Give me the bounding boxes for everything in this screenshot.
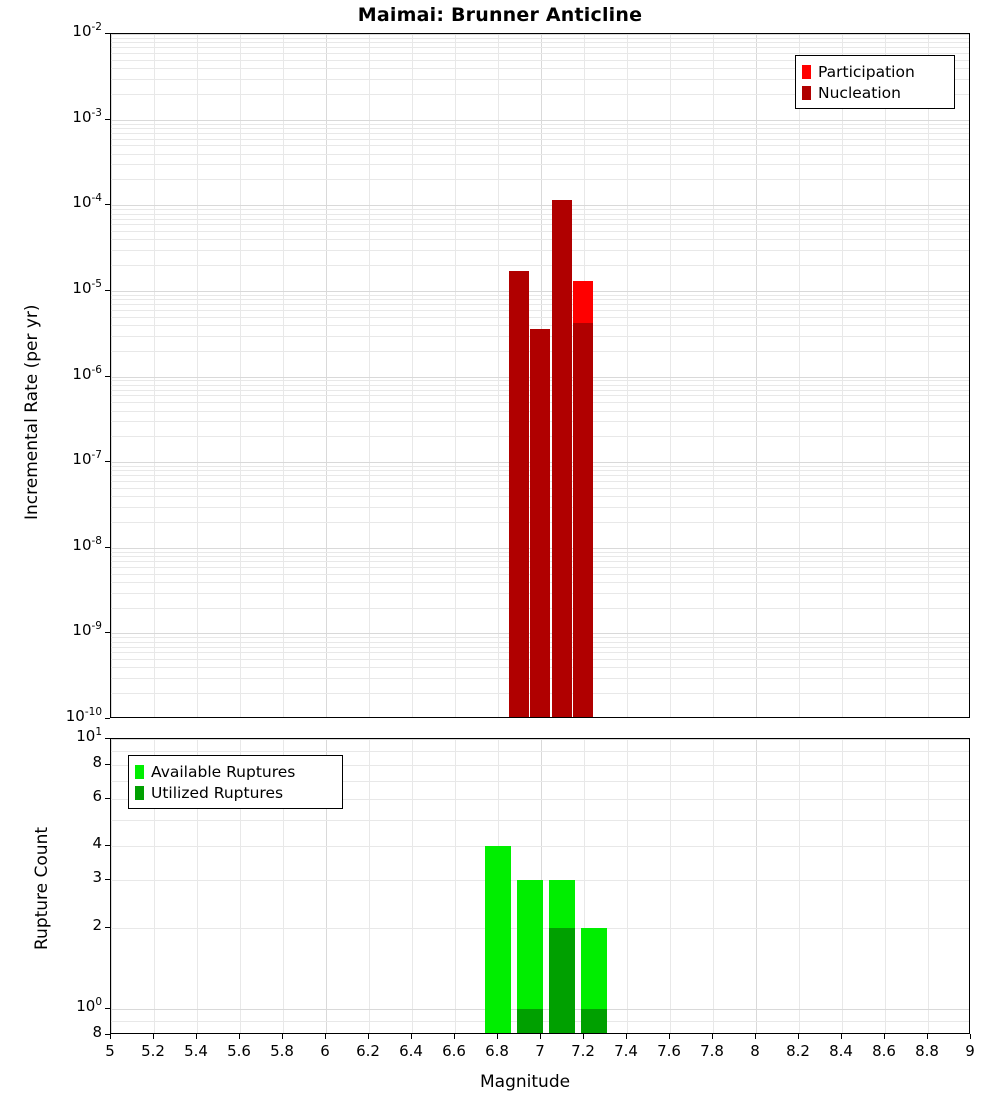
bar-nucleation	[509, 271, 529, 718]
y-tick-label: $10^{-7}$	[72, 449, 102, 469]
grid-line-vertical	[713, 739, 714, 1034]
grid-line-horizontal	[111, 299, 970, 300]
bar-nucleation	[552, 200, 572, 718]
y-tick-label: 2	[92, 915, 102, 934]
x-tick-mark	[841, 1034, 842, 1039]
x-tick-mark	[884, 1034, 885, 1039]
grid-line-horizontal	[111, 231, 970, 232]
y-tick-label: 6	[92, 786, 102, 805]
bar-nucleation	[530, 329, 550, 718]
grid-line-horizontal	[111, 38, 970, 39]
x-tick-label: 6.6	[442, 1042, 466, 1060]
y-tick-mark	[105, 798, 110, 799]
grid-line-vertical	[627, 739, 628, 1034]
x-tick-mark	[411, 1034, 412, 1039]
y-tick-label: 8	[92, 1023, 102, 1041]
x-tick-mark	[368, 1034, 369, 1039]
legend-item	[135, 761, 334, 782]
legend-label: Utilized Ruptures	[151, 783, 284, 802]
grid-line-vertical	[799, 739, 800, 1034]
grid-line-vertical	[240, 34, 241, 718]
grid-line-horizontal	[111, 250, 970, 251]
y-tick-label: $10^0$	[76, 995, 102, 1015]
grid-line-vertical	[111, 34, 112, 718]
grid-line-vertical	[885, 34, 886, 718]
x-tick-label: 6	[320, 1042, 330, 1060]
y-tick-label: $10^{-8}$	[72, 534, 102, 554]
x-tick-label: 5.2	[141, 1042, 165, 1060]
bar-utilized-ruptures	[581, 1009, 607, 1034]
x-tick-mark	[669, 1034, 670, 1039]
y-tick-mark	[105, 290, 110, 291]
x-tick-label: 6.8	[485, 1042, 509, 1060]
y-tick-label: 8	[92, 753, 102, 772]
grid-line-horizontal	[111, 310, 970, 311]
y-tick-label: $10^{-4}$	[72, 192, 102, 212]
y-tick-label: $10^{-3}$	[72, 106, 102, 126]
x-tick-mark	[540, 1034, 541, 1039]
grid-line-vertical	[412, 34, 413, 718]
grid-line-vertical	[799, 34, 800, 718]
y-tick-mark	[105, 927, 110, 928]
y-tick-mark	[105, 1008, 110, 1009]
grid-line-horizontal	[111, 34, 970, 35]
grid-line-vertical	[670, 739, 671, 1034]
bar-utilized-ruptures	[517, 1009, 543, 1034]
y-tick-mark	[105, 879, 110, 880]
x-tick-label: 5.4	[184, 1042, 208, 1060]
x-tick-mark	[970, 1034, 971, 1039]
x-tick-mark	[583, 1034, 584, 1039]
y-tick-label: 3	[92, 868, 102, 887]
legend-swatch-icon	[802, 86, 811, 100]
legend-item	[802, 82, 946, 103]
x-tick-mark	[454, 1034, 455, 1039]
grid-line-vertical	[498, 34, 499, 718]
grid-line-horizontal	[111, 291, 970, 292]
x-tick-label: 7.2	[571, 1042, 595, 1060]
grid-line-vertical	[455, 739, 456, 1034]
grid-line-vertical	[842, 739, 843, 1034]
grid-line-horizontal	[111, 53, 970, 54]
grid-line-vertical	[369, 739, 370, 1034]
grid-line-horizontal	[111, 846, 970, 847]
grid-line-horizontal	[111, 317, 970, 318]
grid-line-vertical	[326, 34, 327, 718]
x-tick-mark	[196, 1034, 197, 1039]
grid-line-horizontal	[111, 47, 970, 48]
y-tick-label: $10^{-6}$	[72, 363, 102, 383]
top-plot-legend	[795, 55, 955, 109]
x-tick-label: 5.6	[227, 1042, 251, 1060]
grid-line-horizontal	[111, 164, 970, 165]
y-tick-mark	[105, 764, 110, 765]
x-tick-mark	[798, 1034, 799, 1039]
grid-line-horizontal	[111, 214, 970, 215]
grid-line-horizontal	[111, 295, 970, 296]
x-tick-mark	[110, 1034, 111, 1039]
grid-line-horizontal	[111, 145, 970, 146]
grid-line-horizontal	[111, 124, 970, 125]
grid-line-horizontal	[111, 739, 970, 740]
grid-line-horizontal	[111, 751, 970, 752]
x-tick-mark	[153, 1034, 154, 1039]
legend-label: Nucleation	[818, 83, 901, 102]
grid-line-vertical	[670, 34, 671, 718]
grid-line-vertical	[713, 34, 714, 718]
x-tick-mark	[239, 1034, 240, 1039]
y-tick-mark	[105, 738, 110, 739]
bottom-plot-y-axis-title: Rupture Count	[32, 826, 52, 950]
grid-line-horizontal	[111, 265, 970, 266]
legend-swatch-icon	[802, 65, 811, 79]
bar-available-ruptures	[485, 846, 511, 1034]
grid-line-vertical	[197, 34, 198, 718]
grid-line-horizontal	[111, 139, 970, 140]
y-tick-label: $10^{-2}$	[72, 21, 102, 40]
x-tick-label: 5	[105, 1042, 115, 1060]
grid-line-vertical	[756, 739, 757, 1034]
grid-line-horizontal	[111, 42, 970, 43]
grid-line-horizontal	[111, 325, 970, 326]
grid-line-horizontal	[111, 179, 970, 180]
grid-line-horizontal	[111, 205, 970, 206]
top-plot-y-axis-title: Incremental Rate (per yr)	[22, 304, 42, 520]
y-tick-mark	[105, 119, 110, 120]
grid-line-horizontal	[111, 209, 970, 210]
y-tick-mark	[105, 845, 110, 846]
incremental-rate-plot	[110, 33, 970, 718]
grid-line-vertical	[111, 739, 112, 1034]
bar-nucleation	[573, 323, 593, 718]
x-tick-mark	[755, 1034, 756, 1039]
page-title: Maimai: Brunner Anticline	[357, 4, 643, 26]
bottom-plot-legend	[128, 755, 343, 809]
grid-line-horizontal	[111, 120, 970, 121]
grid-line-horizontal	[111, 224, 970, 225]
x-tick-label: 7.8	[700, 1042, 724, 1060]
bottom-plot-x-axis-title: Magnitude	[480, 1072, 571, 1092]
x-tick-mark	[927, 1034, 928, 1039]
x-tick-mark	[325, 1034, 326, 1039]
grid-line-vertical	[412, 739, 413, 1034]
x-tick-label: 8	[750, 1042, 760, 1060]
grid-line-horizontal	[111, 820, 970, 821]
y-tick-mark	[105, 461, 110, 462]
grid-line-vertical	[928, 34, 929, 718]
y-tick-label: $10^{-5}$	[72, 277, 102, 297]
bar-utilized-ruptures	[549, 928, 575, 1034]
x-tick-label: 7.6	[657, 1042, 681, 1060]
x-tick-label: 6.4	[399, 1042, 423, 1060]
y-tick-label: $10^{-10}$	[65, 706, 102, 725]
x-tick-mark	[497, 1034, 498, 1039]
grid-line-vertical	[928, 739, 929, 1034]
legend-item	[135, 782, 334, 803]
x-tick-label: 5.8	[270, 1042, 294, 1060]
y-tick-mark	[105, 632, 110, 633]
grid-line-horizontal	[111, 219, 970, 220]
y-tick-mark	[105, 33, 110, 34]
y-tick-mark	[105, 547, 110, 548]
x-tick-label: 7.4	[614, 1042, 638, 1060]
y-tick-label: $10^{-9}$	[72, 620, 102, 640]
y-tick-mark	[105, 718, 110, 719]
legend-label: Available Ruptures	[151, 762, 296, 781]
grid-line-vertical	[154, 34, 155, 718]
grid-line-vertical	[455, 34, 456, 718]
x-tick-label: 9	[965, 1042, 975, 1060]
y-tick-mark	[105, 376, 110, 377]
y-tick-label: $10^1$	[76, 726, 102, 745]
grid-line-vertical	[842, 34, 843, 718]
x-tick-label: 8.4	[829, 1042, 853, 1060]
legend-swatch-icon	[135, 765, 144, 779]
legend-swatch-icon	[135, 786, 144, 800]
x-tick-label: 8.8	[915, 1042, 939, 1060]
x-tick-mark	[282, 1034, 283, 1039]
grid-line-vertical	[369, 34, 370, 718]
legend-label: Participation	[818, 62, 915, 81]
grid-line-horizontal	[111, 239, 970, 240]
x-tick-label: 6.2	[356, 1042, 380, 1060]
x-tick-label: 7	[535, 1042, 545, 1060]
grid-line-vertical	[885, 739, 886, 1034]
grid-line-vertical	[627, 34, 628, 718]
x-tick-label: 8.2	[786, 1042, 810, 1060]
x-tick-mark	[626, 1034, 627, 1039]
grid-line-horizontal	[111, 304, 970, 305]
grid-line-vertical	[756, 34, 757, 718]
y-tick-mark	[105, 204, 110, 205]
y-tick-label: 4	[92, 834, 102, 853]
grid-line-vertical	[283, 34, 284, 718]
grid-line-horizontal	[111, 128, 970, 129]
grid-line-horizontal	[111, 154, 970, 155]
x-tick-mark	[712, 1034, 713, 1039]
legend-item	[802, 61, 946, 82]
grid-line-horizontal	[111, 133, 970, 134]
x-tick-label: 8.6	[872, 1042, 896, 1060]
